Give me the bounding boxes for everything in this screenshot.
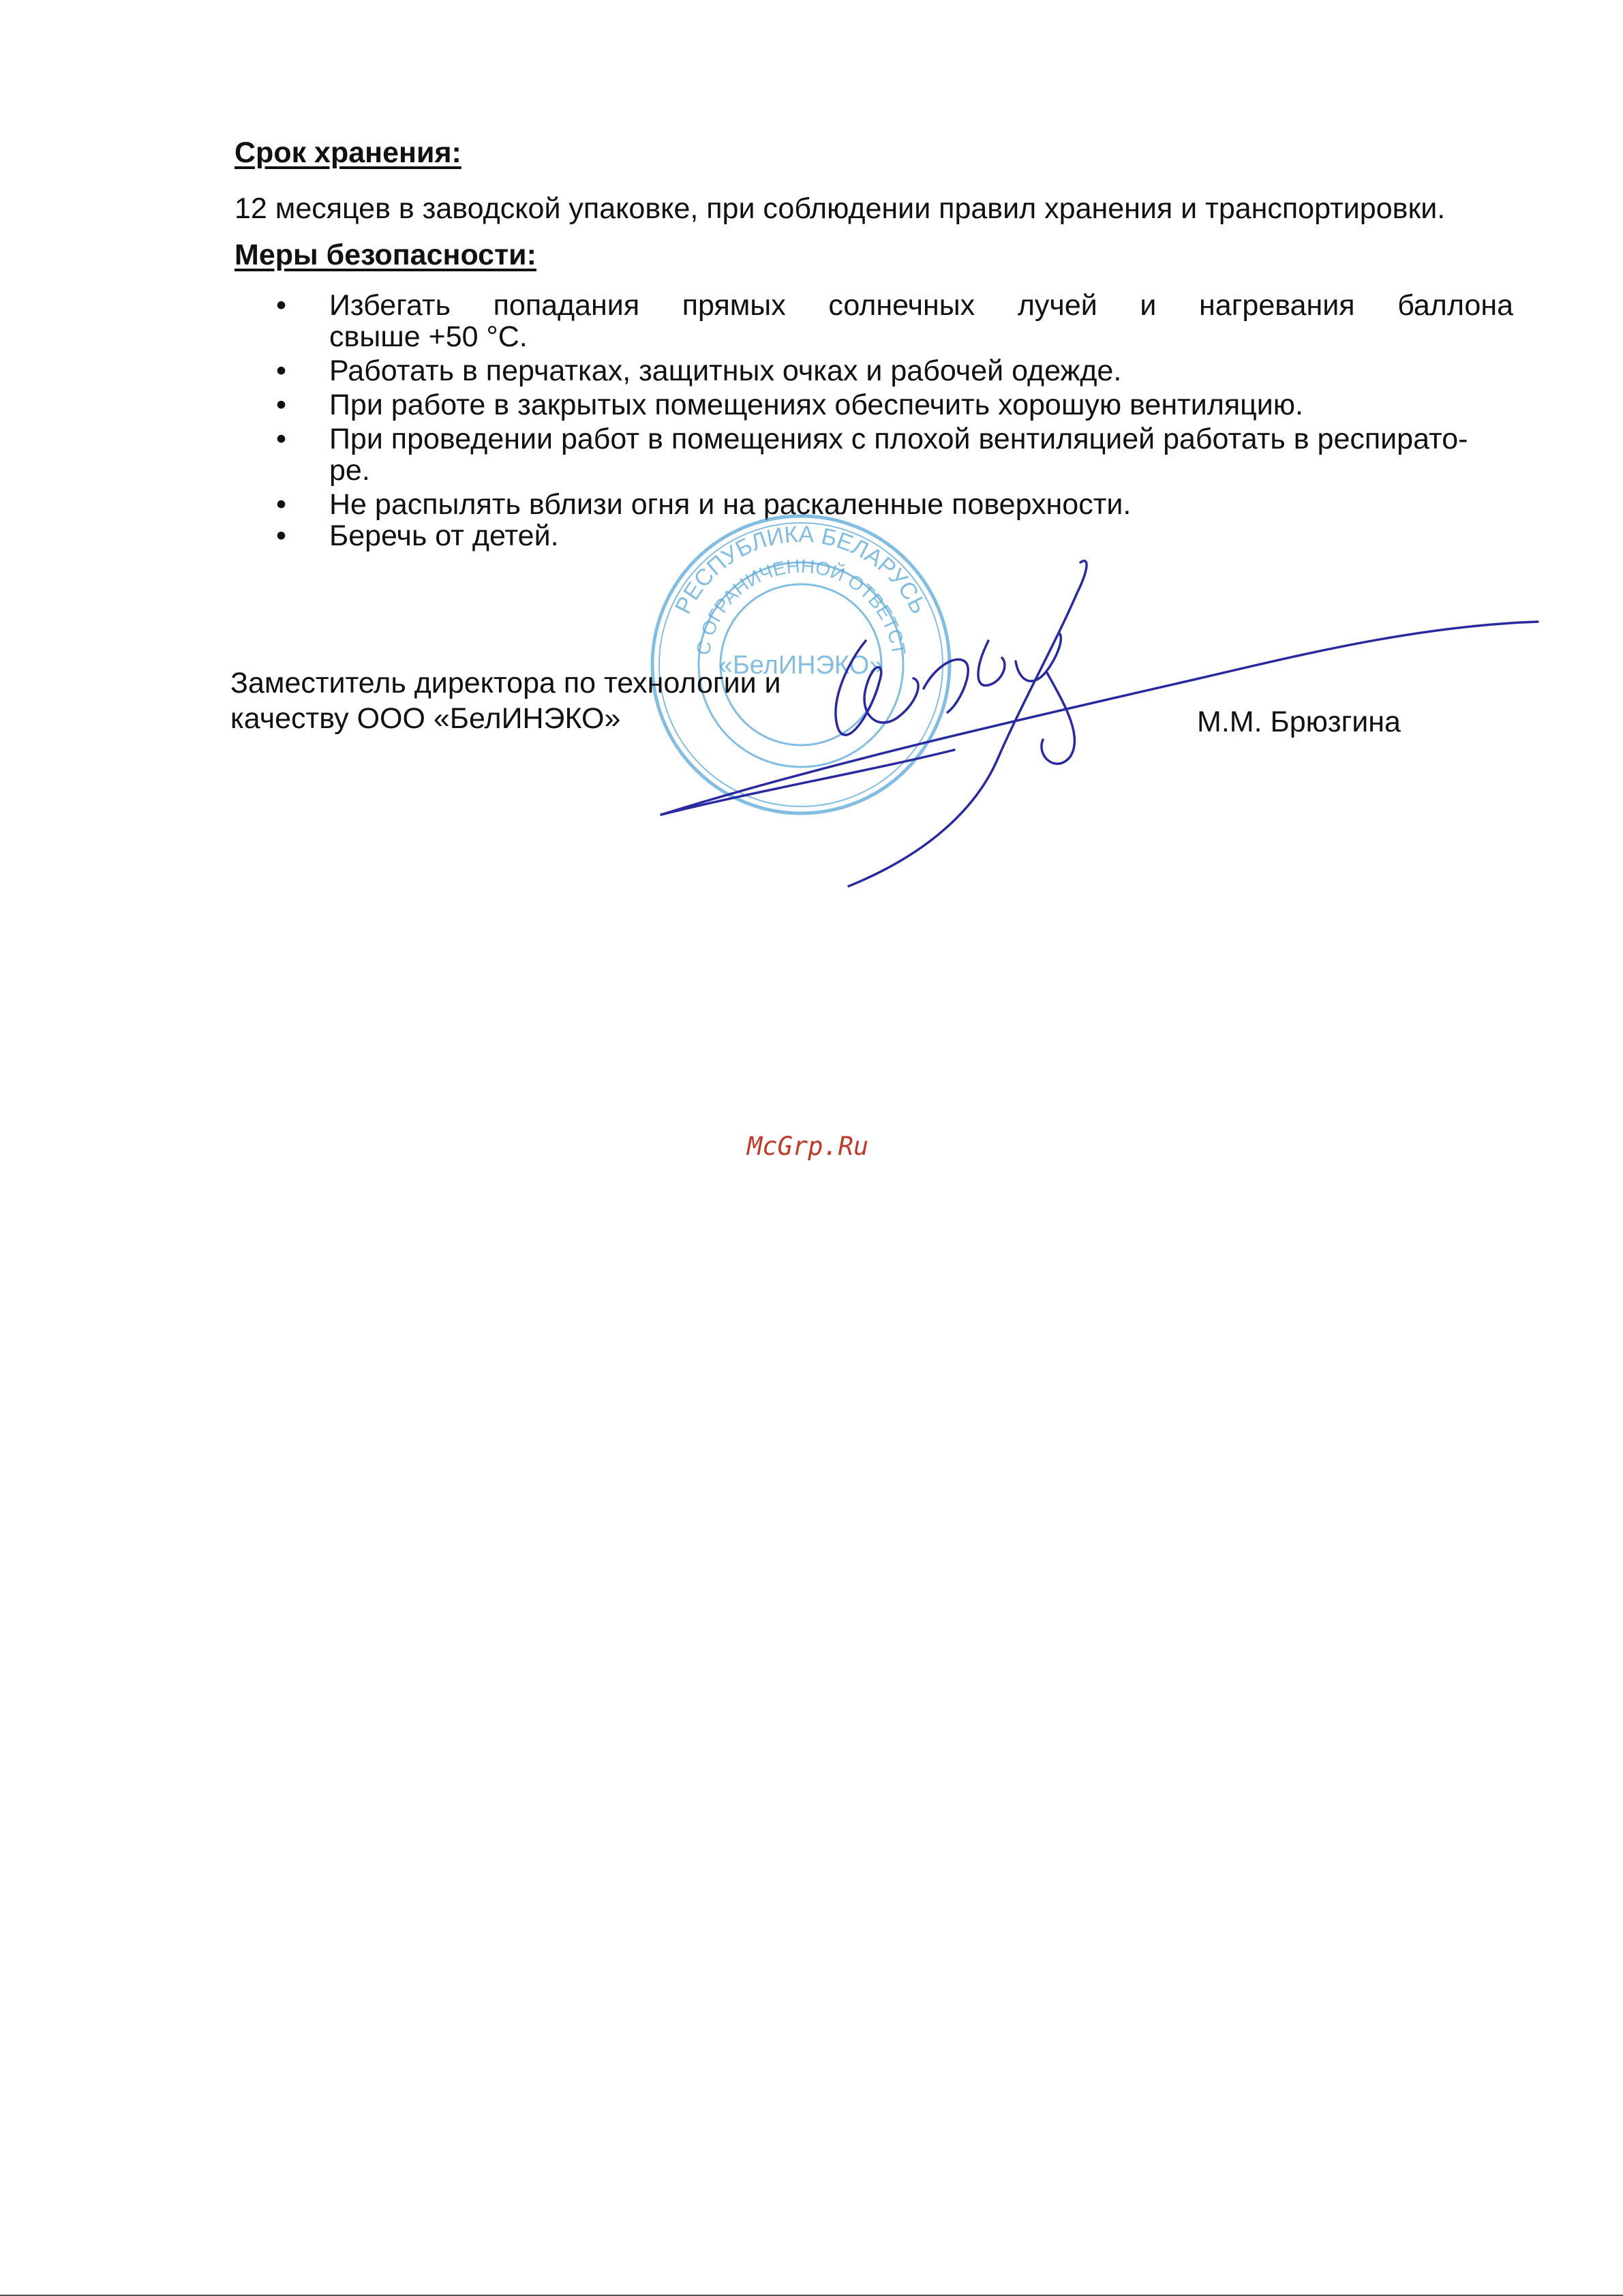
safety-item-line2: ре. xyxy=(329,454,370,487)
stamp-outer-text: РЕСПУБЛИКА БЕЛАРУСЬ xyxy=(669,521,932,618)
safety-item xyxy=(276,389,1513,421)
safety-item-line1: Избегать попадания прямых солнечных лучей и нагревания баллона xyxy=(329,289,1513,322)
storage-text: 12 месяцев в заводской упаковке, при соблюдении правил хранения и транспортировки. xyxy=(234,192,1446,225)
bullet-icon: • xyxy=(276,354,287,387)
stamp-inner-text: С ОГРАНИЧЕННОЙ ОТВЕТСТ xyxy=(692,555,910,657)
bullet-icon: • xyxy=(276,519,287,552)
bullet-icon: • xyxy=(276,488,287,521)
watermark-text: McGrp.Ru xyxy=(747,1132,869,1161)
signer-position-line2: качеству ООО «БелИНЭКО» xyxy=(230,702,621,735)
safety-item xyxy=(276,423,1513,486)
safety-item-line1: Беречь от детей. xyxy=(329,519,559,552)
bullet-icon: • xyxy=(276,389,287,421)
bullet-icon: • xyxy=(276,289,287,322)
signer-name: М.М. Брюзгина xyxy=(1197,706,1401,738)
safety-item-line2: свыше +50 °C. xyxy=(329,320,528,353)
stamp-center-text: «БелИНЭКО» xyxy=(718,651,884,680)
safety-item-line1: При проведении работ в помещениях с плохой вентиляцией работать в респирато- xyxy=(329,423,1468,455)
bullet-icon: • xyxy=(276,423,287,455)
safety-item xyxy=(276,290,1513,352)
signer-position-line1: Заместитель директора по технологии и xyxy=(230,667,781,699)
safety-item-line1: Работать в перчатках, защитных очках и рабочей одежде. xyxy=(329,354,1122,387)
handwritten-signature xyxy=(654,545,1541,900)
safety-heading: Меры безопасности: xyxy=(234,239,536,271)
safety-item-line1: Не распылять вблизи огня и на раскаленные поверхности. xyxy=(329,488,1132,521)
safety-item xyxy=(276,355,1513,387)
safety-item-line1: При работе в закрытых помещениях обеспечить хорошую вентиляцию. xyxy=(329,389,1303,421)
storage-heading: Срок хранения: xyxy=(234,136,461,169)
